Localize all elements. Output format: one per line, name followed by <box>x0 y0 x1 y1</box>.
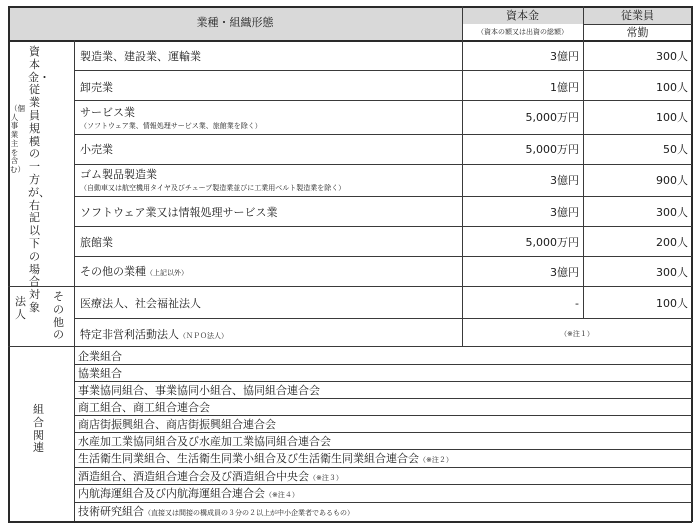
header-capital-label: 資本金 <box>506 9 539 22</box>
item-separator <box>74 364 692 365</box>
item-note: （※注３） <box>309 474 343 482</box>
section3-vertical-text: 組合関連 <box>33 403 44 455</box>
item-name: 内航海運組合及び内航海運組合連合会 <box>78 487 265 500</box>
row-note: （ＮＰＯ法人） <box>179 332 228 340</box>
section2-label-col1: その他の <box>53 290 64 342</box>
row-employees: 100人 <box>656 81 688 94</box>
row-name: ゴム製品製造業 <box>80 168 157 181</box>
list-item <box>78 487 299 500</box>
table-border-left <box>8 6 10 522</box>
row-separator <box>74 100 692 101</box>
row-separator <box>74 70 692 71</box>
row-capital: - <box>575 297 579 310</box>
row-separator <box>74 164 692 165</box>
row-employees: 900人 <box>656 174 688 187</box>
section-separator <box>8 346 692 347</box>
list-item: 企業組合 <box>78 350 122 363</box>
row-employees: 300人 <box>656 206 688 219</box>
row-separator <box>74 256 692 257</box>
row-name-main: 特定非営利活動法人 <box>80 328 179 341</box>
item-name: 酒造組合、酒造組合連合会及び酒造組合中央会 <box>78 470 309 483</box>
item-separator <box>74 415 692 416</box>
row-separator <box>74 318 692 319</box>
item-separator <box>74 502 692 503</box>
col-separator-capital <box>462 6 463 346</box>
row-name <box>80 265 188 278</box>
item-separator <box>74 432 692 433</box>
row-name: 小売業 <box>80 143 113 156</box>
row-note: （上記以外） <box>146 269 188 277</box>
item-note: （※注２） <box>419 456 453 464</box>
list-item: 協業組合 <box>78 367 122 380</box>
row-note: （自動車又は航空機用タイヤ及びチューブ製造業並びに工業用ベルト製造業を除く） <box>80 184 346 192</box>
row-note: （ソフトウェア業、情報処理サービス業、旅館業を除く） <box>80 122 262 130</box>
list-item <box>78 452 453 465</box>
item-separator <box>74 449 692 450</box>
row-name-main: その他の業種 <box>80 265 146 278</box>
row-capital: 3億円 <box>550 266 579 279</box>
item-note: （直接又は間接の構成員の３分の２以上が中小企業者であるもの） <box>144 509 354 517</box>
row-name <box>80 328 228 341</box>
table-border-bottom <box>8 521 692 523</box>
row-name: 旅館業 <box>80 236 113 249</box>
row-capital: 3億円 <box>550 174 579 187</box>
row-capital: 1億円 <box>550 81 579 94</box>
row-employees: 200人 <box>656 236 688 249</box>
row-name: 卸売業 <box>80 81 113 94</box>
section1-vertical-text: 資本金・従業員規模の一方が、右記以下の場合対象 <box>28 45 50 314</box>
list-item: 商店街振興組合、商店街振興組合連合会 <box>78 418 276 431</box>
item-separator <box>74 467 692 468</box>
item-separator <box>74 381 692 382</box>
item-name: 生活衛生同業組合、生活衛生同業小組合及び生活衛生同業組合連合会 <box>78 452 419 465</box>
row-capital: 3億円 <box>550 206 579 219</box>
header-capital-note: （資本の額又は出資の総額） <box>477 28 568 36</box>
section2-label-col2: 法人 <box>15 295 26 321</box>
row-employees: 300人 <box>656 266 688 279</box>
list-item <box>78 505 354 518</box>
header-category-label: 業種・組織形態 <box>196 16 274 29</box>
row-separator <box>74 134 692 135</box>
header-sub-separator <box>583 24 692 25</box>
table-border-top <box>8 6 692 8</box>
merged-note: （※注１） <box>560 330 594 338</box>
row-employees: 300人 <box>656 50 688 63</box>
row-employees: 100人 <box>656 297 688 310</box>
section-separator <box>8 286 692 287</box>
header-employees-sub: 常勤 <box>626 26 649 39</box>
item-note: （※注４） <box>265 491 299 499</box>
item-separator <box>74 484 692 485</box>
row-employees: 100人 <box>656 111 688 124</box>
row-capital: 5,000万円 <box>525 143 579 156</box>
table-border-right <box>691 6 693 522</box>
row-capital: 5,000万円 <box>525 236 579 249</box>
item-separator <box>74 398 692 399</box>
row-capital: 5,000万円 <box>525 111 579 124</box>
list-item: 商工組合、商工組合連合会 <box>78 401 210 414</box>
item-name: 技術研究組合 <box>78 505 144 518</box>
row-name: サービス業 <box>80 106 135 119</box>
list-item: 事業協同組合、事業協同小組合、協同組合連合会 <box>78 384 320 397</box>
list-item <box>78 470 343 483</box>
header-employees-label: 従業員 <box>621 9 654 22</box>
header-separator <box>8 40 692 42</box>
row-separator <box>74 196 692 197</box>
row-capital: 3億円 <box>550 50 579 63</box>
row-separator <box>74 226 692 227</box>
section1-vertical-note: （個人事業主を含む） <box>10 104 25 174</box>
row-name: 医療法人、社会福祉法人 <box>80 297 201 310</box>
col-separator-employees <box>583 6 584 319</box>
list-item: 水産加工業協同組合及び水産加工業協同組合連合会 <box>78 435 331 448</box>
row-name: 製造業、建設業、運輸業 <box>80 50 201 63</box>
row-name: ソフトウェア業又は情報処理サービス業 <box>80 206 278 219</box>
row-employees: 50人 <box>663 143 688 156</box>
